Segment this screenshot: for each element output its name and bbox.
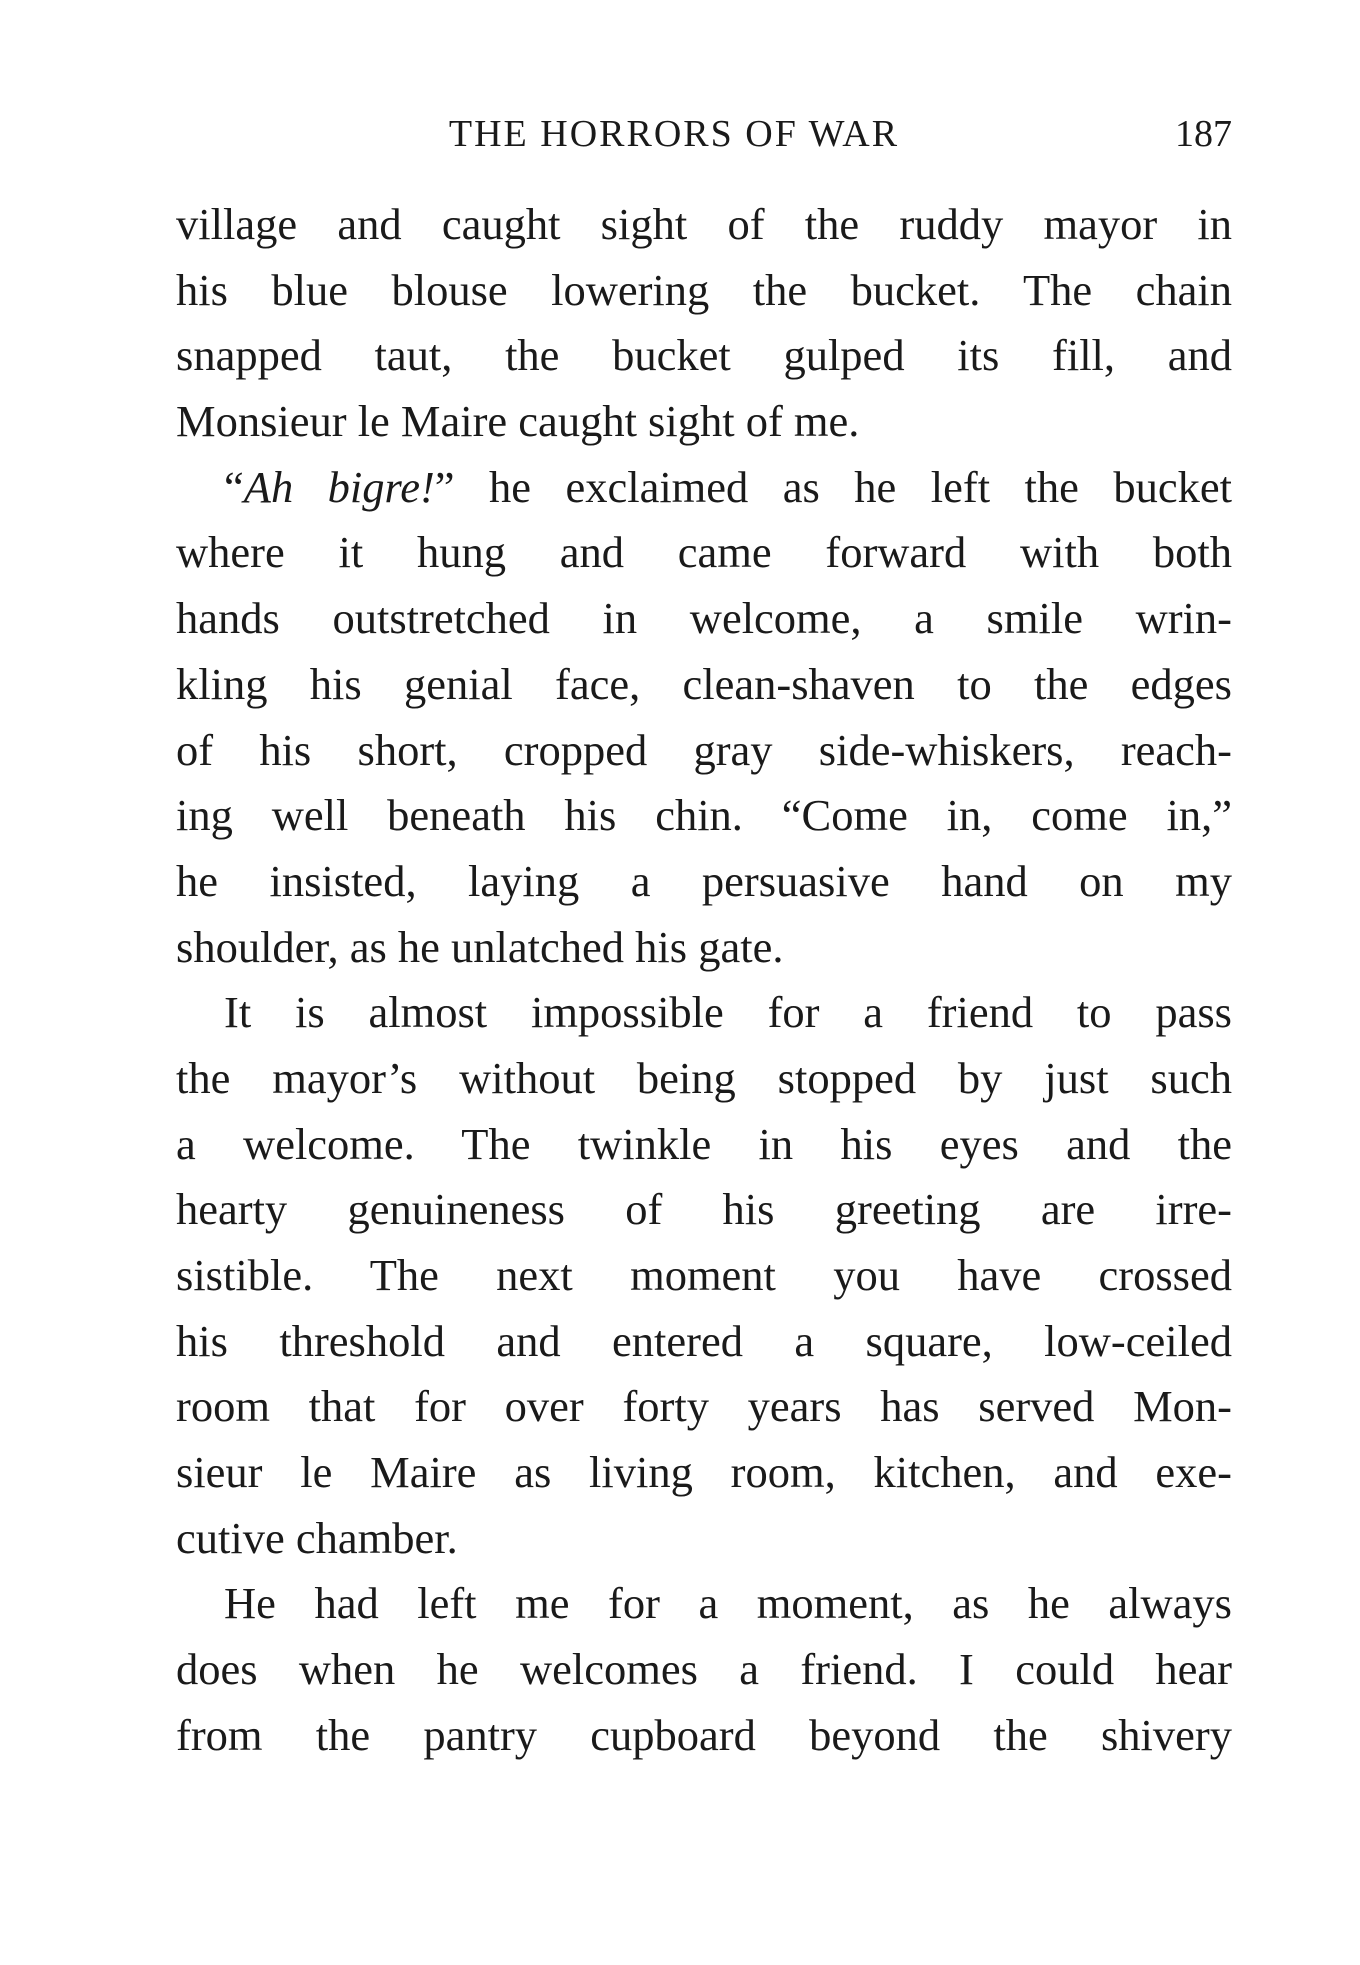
text-line: his blue blouse lowering the bucket. The chain: [176, 264, 1232, 315]
text-line: He had left me for a moment, as he always: [224, 1578, 1232, 1629]
text-line: It is almost impossible for a friend to pass: [224, 987, 1232, 1038]
text-line: where it hung and came forward with both: [176, 527, 1232, 578]
text-line: ing well beneath his chin. “Come in, come in,”: [176, 790, 1232, 841]
text-line: kling his genial face, clean-shaven to the edges: [176, 658, 1232, 709]
text-line: his threshold and entered a square, low-ceiled: [176, 1315, 1232, 1366]
body-text: [176, 192, 1232, 1769]
page-number: 187: [1175, 113, 1232, 155]
paragraph: [176, 192, 1232, 455]
italic-exclamation: Ah bigre!: [243, 461, 435, 512]
text-line: a welcome. The twinkle in his eyes and the: [176, 1118, 1232, 1169]
text-line: does when he welcomes a friend. I could hear: [176, 1644, 1232, 1695]
text-line: from the pantry cupboard beyond the shivery: [176, 1709, 1232, 1760]
text-line: Monsieur le Maire caught sight of me.: [176, 396, 860, 447]
paragraph: [176, 1571, 1232, 1768]
text-line: hearty genuineness of his greeting are irre-: [176, 1184, 1232, 1235]
text-line-with-italic: [176, 455, 1232, 521]
opening-quote-italic-phrase: “Ah bigre!” he exclaimed as he left the bucket: [224, 461, 1232, 512]
text-line: of his short, cropped gray side-whiskers, reach-: [176, 724, 1232, 775]
text-line: shoulder, as he unlatched his gate.: [176, 921, 784, 972]
text-line: sistible. The next moment you have crossed: [176, 1250, 1232, 1300]
running-title: THE HORRORS OF WAR: [448, 113, 900, 155]
text-line: sieur le Maire as living room, kitchen, and exe-: [176, 1447, 1232, 1498]
text-line: room that for over forty years has served Mon-: [176, 1381, 1232, 1432]
paragraph: [176, 455, 1232, 981]
text-line: village and caught sight of the ruddy mayor in: [176, 199, 1232, 249]
text-line: he insisted, laying a persuasive hand on my: [176, 855, 1232, 906]
text-line: the mayor’s without being stopped by just such: [176, 1052, 1232, 1103]
running-head: [176, 112, 1232, 168]
text-line: hands outstretched in welcome, a smile wrin-: [176, 593, 1232, 644]
paragraph: [176, 980, 1232, 1571]
text-line: cutive chamber.: [176, 1512, 458, 1563]
text-line: snapped taut, the bucket gulped its fill, and: [176, 330, 1232, 381]
